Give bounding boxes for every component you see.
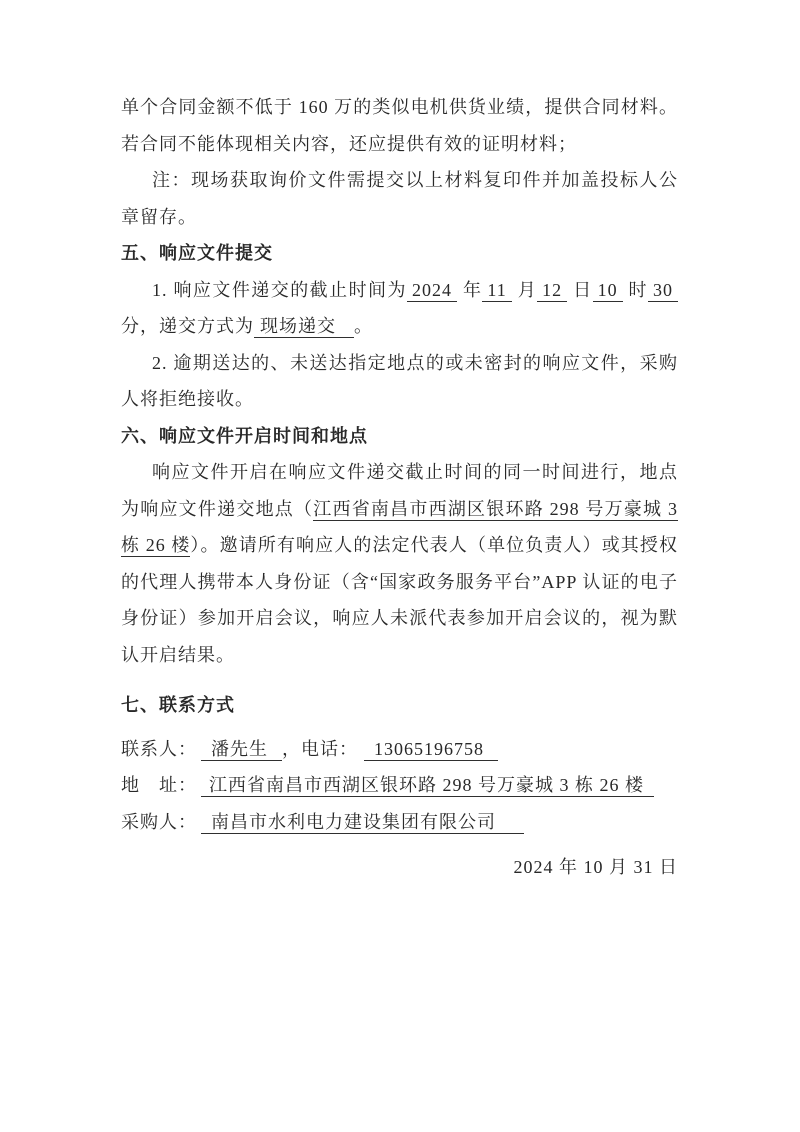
address-value-blank: 江西省南昌市西湖区银环路 298 号万豪城 3 栋 26 楼 [201,775,654,797]
document-date: 2024 年 10 月 31 日 [513,857,678,877]
deadline-day-blank: 12 [537,280,567,302]
purchaser-name-blank: 南昌市水利电力建设集团有限公司 [201,812,524,834]
deadline-minute-blank: 30 [648,280,678,302]
contact-person-line [121,731,678,768]
contact-name-blank: 潘先生 [201,739,282,761]
phone-label: ，电话： [282,738,358,759]
section-6-body [121,454,678,673]
deadline-hour-blank: 10 [593,280,623,302]
section-5-item-2: 2. 逾期送达的、未送达指定地点的或未密封的响应文件，采购人将拒绝接收。 [121,352,678,409]
document-content [121,89,678,886]
deadline-year-blank: 2024 [407,280,457,302]
opening-address-underlined: 江西省南昌市西湖区银环路 298 号万豪城 3 栋 26 楼 [121,498,679,555]
section-5-heading: 五、响应文件提交 [121,243,273,263]
opening-text-before-address: 响应文件开启在响应文件递交截止时间的同一时间进行，地点为响应文件递交地点（ [121,462,678,519]
deadline-lead-text: 1. 响应文件递交的截止时间为 [152,279,407,300]
section-5-item-1 [121,272,678,345]
contact-label: 联系人： [121,738,197,759]
hour-unit: 时 [622,279,649,300]
section-6-heading: 六、响应文件开启时间和地点 [121,425,368,446]
section-7-heading: 七、联系方式 [121,695,235,715]
month-unit: 月 [511,279,538,300]
intro-paragraph: 单个合同金额不低于 160 万的类似电机供货业绩，提供合同材料。若合同不能体现相关内容，还应提供有效的证明材料； [121,97,678,154]
address-label: 地 址： [121,775,197,795]
purchaser-line [121,804,678,841]
day-unit: 日 [567,279,593,300]
purchaser-label: 采购人： [121,811,197,832]
after-minute-text: 分，递交方式为 [121,316,254,336]
delivery-method-blank: 现场递交 [254,316,354,338]
phone-number-blank: 13065196758 [364,739,498,761]
deadline-month-blank: 11 [482,280,511,302]
note-paragraph: 注：现场获取询价文件需提交以上材料复印件并加盖投标人公章留存。 [121,170,678,227]
opening-text-after-address: ）。邀请所有响应人的法定代表人（单位负责人）或其授权的代理人携带本人身份证（含“国家政务服务平台”APP 认证的电子身份证）参加开启会议，响应人未派代表参加开启会议的，视为默认开启结果。 [121,535,679,665]
item-1-tail: 。 [354,316,373,336]
year-unit: 年 [456,279,483,300]
contact-address-line [121,767,678,804]
